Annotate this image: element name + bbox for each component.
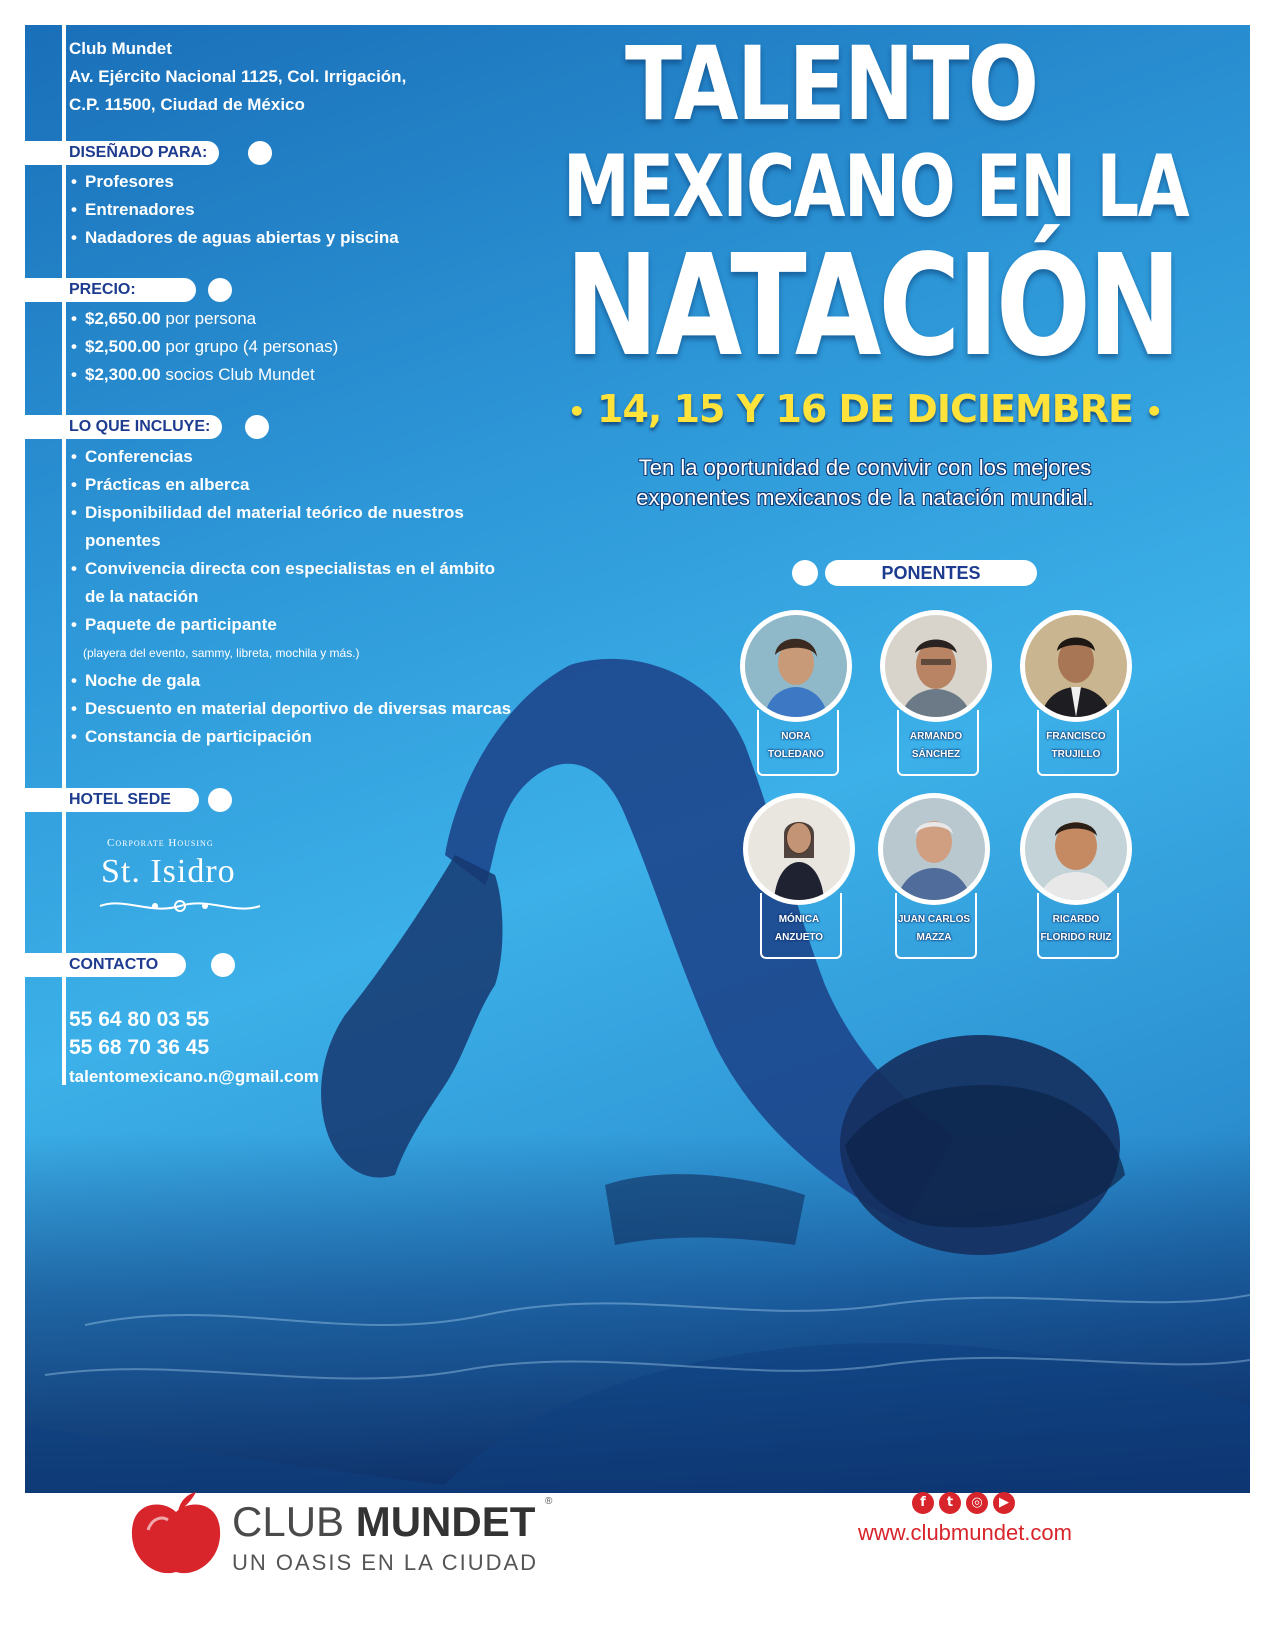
brand-name xyxy=(232,1500,535,1544)
speaker-name: FRANCISCO TRUJILLO xyxy=(1046,731,1106,760)
title-line-3: NATACIÓN xyxy=(565,225,1179,388)
section-dot xyxy=(208,788,232,812)
registered-mark: ® xyxy=(545,1496,553,1507)
section-label-precio: PRECIO: xyxy=(25,278,196,302)
list-item-note: (playera del evento, sammy, libreta, mochila y más.) xyxy=(83,646,360,660)
tagline-line-1: Ten la oportunidad de convivir con los mejores xyxy=(638,455,1092,480)
website-link[interactable]: www.clubmundet.com xyxy=(858,1520,1072,1545)
speaker-name: MÓNICA ANZUETO xyxy=(774,914,824,943)
speaker-photo xyxy=(883,798,985,900)
list-item-continued: de la natación xyxy=(85,587,199,606)
event-dates xyxy=(545,387,1185,431)
section-dot xyxy=(211,953,235,977)
speaker-photo xyxy=(885,615,987,717)
apple-logo-icon xyxy=(126,1490,226,1580)
speaker-photo xyxy=(1025,798,1127,900)
speaker-name: JUAN CARLOS MAZZA xyxy=(897,914,971,943)
price-description: por grupo (4 personas) xyxy=(165,337,339,356)
instagram-icon[interactable]: ◎ xyxy=(966,1492,988,1514)
list-item-continued: ponentes xyxy=(85,531,161,550)
list-item: • Conferencias xyxy=(69,443,511,471)
section-label-disenado: DISEÑADO PARA: xyxy=(25,141,219,165)
tagline xyxy=(565,453,1165,513)
list-item: • Constancia de participación xyxy=(69,723,511,751)
section-label-ponentes: PONENTES xyxy=(825,560,1037,586)
price-item xyxy=(69,361,338,389)
price-amount: $2,650.00 xyxy=(85,309,161,328)
speaker-name: RICARDO FLORIDO RUIZ xyxy=(1040,914,1112,943)
brand-name-bold: MUNDET xyxy=(355,1498,536,1545)
venue-street: Av. Ejército Nacional 1125, Col. Irrigación, xyxy=(69,67,407,86)
list-item: • Entrenadores xyxy=(69,196,399,224)
price-description: por persona xyxy=(165,309,257,328)
poster xyxy=(25,25,1250,1493)
youtube-icon[interactable]: ▶ xyxy=(993,1492,1015,1514)
price-item xyxy=(69,333,338,361)
list-item: • Descuento en material deportivo de diversas marcas xyxy=(69,695,511,723)
audience-list xyxy=(69,168,399,252)
bullet-icon: • xyxy=(1145,395,1163,428)
list-item: • Profesores xyxy=(69,168,399,196)
venue-name: Club Mundet xyxy=(69,39,172,58)
phone-2: 55 68 70 36 45 xyxy=(69,1036,210,1059)
speaker-name: ARMANDO SÁNCHEZ xyxy=(909,731,963,760)
hotel-ornament-icon xyxy=(95,895,265,917)
speaker-photo xyxy=(745,615,847,717)
timeline-line xyxy=(62,25,66,1085)
list-item: • Convivencia directa con especialistas en el ámbito xyxy=(69,555,511,583)
bullet-icon: • xyxy=(567,395,585,428)
brand-name-light: CLUB xyxy=(232,1498,345,1545)
price-description: socios Club Mundet xyxy=(165,365,315,384)
section-dot xyxy=(208,278,232,302)
section-dot xyxy=(248,141,272,165)
speaker-photo xyxy=(748,798,850,900)
title-line-2: MEXICANO EN LA xyxy=(563,137,1189,237)
list-item: • Prácticas en alberca xyxy=(69,471,511,499)
tagline-line-2: exponentes mexicanos de la natación mundial. xyxy=(636,485,1094,510)
venue-city: C.P. 11500, Ciudad de México xyxy=(69,95,305,114)
section-label-incluye: LO QUE INCLUYE: xyxy=(25,415,222,439)
list-item: • Disponibilidad del material teórico de nuestros xyxy=(69,499,511,527)
hotel-name: St. Isidro xyxy=(101,853,236,890)
venue-address xyxy=(69,35,406,119)
price-amount: $2,500.00 xyxy=(85,337,161,356)
list-item: • Paquete de participante xyxy=(69,611,511,639)
includes-list xyxy=(69,443,511,751)
hotel-subtitle: Corporate Housing xyxy=(107,837,214,849)
title-line-1: TALENTO xyxy=(625,25,1038,144)
section-dot xyxy=(245,415,269,439)
section-label-contacto: CONTACTO xyxy=(25,953,186,977)
twitter-icon[interactable]: t xyxy=(939,1492,961,1514)
list-item: • Nadadores de aguas abiertas y piscina xyxy=(69,224,399,252)
event-dates-text: 14, 15 Y 16 DE DICIEMBRE xyxy=(597,387,1133,431)
section-label-hotel: HOTEL SEDE xyxy=(25,788,199,812)
price-amount: $2,300.00 xyxy=(85,365,161,384)
price-item xyxy=(69,305,338,333)
phone-1: 55 64 80 03 55 xyxy=(69,1008,210,1031)
list-item: • Noche de gala xyxy=(69,667,511,695)
brand-tagline: UN OASIS EN LA CIUDAD xyxy=(232,1550,539,1575)
speaker-name: NORA TOLEDANO xyxy=(768,731,824,760)
price-list xyxy=(69,305,338,389)
section-dot xyxy=(792,560,818,586)
speaker-photo xyxy=(1025,615,1127,717)
contact-email: talentomexicano.n@gmail.com xyxy=(69,1067,319,1086)
facebook-icon[interactable]: f xyxy=(912,1492,934,1514)
